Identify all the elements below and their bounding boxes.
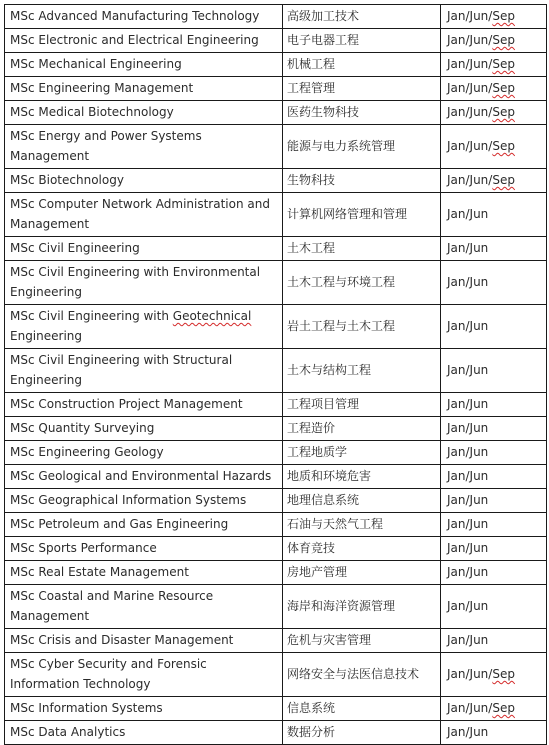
- spellcheck-flagged-word: Geotechnical: [172, 309, 252, 323]
- intake-months: Jan/Jun: [447, 319, 489, 333]
- chinese-name: 岩土工程与土木工程: [287, 319, 396, 333]
- program-name: MSc Geographical Information Systems: [10, 493, 247, 507]
- table-row: [5, 193, 547, 237]
- chinese-name: 电子电器工程: [287, 33, 360, 47]
- intake-months: Jan/Jun: [447, 599, 489, 613]
- table-row: [5, 77, 547, 101]
- intake-months: Jan/Jun: [447, 633, 489, 647]
- intake-months: Jan/Jun/: [447, 701, 493, 715]
- chinese-name-cell: [283, 585, 441, 629]
- chinese-name: 地质和环境危害: [287, 469, 372, 483]
- intake-months: Jan/Jun: [447, 541, 489, 555]
- intake-months: Jan/Jun: [447, 275, 489, 289]
- program-name: MSc Medical Biotechnology: [10, 105, 174, 119]
- intake-months: Jan/Jun: [447, 397, 489, 411]
- intake-cell: [441, 653, 547, 697]
- program-name-cell: [5, 349, 283, 393]
- table-row: [5, 169, 547, 193]
- intake-cell: [441, 537, 547, 561]
- table-row: [5, 513, 547, 537]
- program-name: MSc Electronic and Electrical Engineering: [10, 33, 259, 47]
- program-name: MSc Information Systems: [10, 701, 163, 715]
- intake-months: Jan/Jun/: [447, 105, 493, 119]
- program-name: MSc Construction Project Management: [10, 397, 243, 411]
- table-row: [5, 305, 547, 349]
- table-row: [5, 585, 547, 629]
- chinese-name-cell: [283, 441, 441, 465]
- intake-months: Jan/Jun: [447, 725, 489, 739]
- chinese-name: 体育竞技: [287, 541, 336, 555]
- spellcheck-flagged-word: Sep: [492, 173, 515, 187]
- chinese-name-cell: [283, 697, 441, 721]
- intake-cell: [441, 261, 547, 305]
- chinese-name: 数据分析: [287, 725, 336, 739]
- program-name-cell: [5, 169, 283, 193]
- program-name: MSc Mechanical Engineering: [10, 57, 182, 71]
- intake-months: Jan/Jun: [447, 363, 489, 377]
- table-row: [5, 53, 547, 77]
- table-row: [5, 417, 547, 441]
- chinese-name: 海岸和海洋资源管理: [287, 599, 396, 613]
- program-name: MSc Engineering Geology: [10, 445, 164, 459]
- program-name-cell: [5, 537, 283, 561]
- chinese-name: 工程项目管理: [287, 397, 360, 411]
- spellcheck-flagged-word: Sep: [492, 81, 515, 95]
- program-name: MSc Coastal and Marine Resource Management: [10, 589, 214, 623]
- program-name: MSc Sports Performance: [10, 541, 157, 555]
- intake-cell: [441, 349, 547, 393]
- program-table-body: [5, 5, 547, 745]
- intake-cell: [441, 29, 547, 53]
- program-name: MSc Quantity Surveying: [10, 421, 155, 435]
- intake-months: Jan/Jun: [447, 565, 489, 579]
- chinese-name: 高级加工技术: [287, 9, 360, 23]
- program-name: MSc Engineering Management: [10, 81, 194, 95]
- chinese-name: 生物科技: [287, 173, 336, 187]
- chinese-name-cell: [283, 513, 441, 537]
- intake-cell: [441, 125, 547, 169]
- table-row: [5, 653, 547, 697]
- intake-cell: [441, 489, 547, 513]
- intake-months: Jan/Jun: [447, 493, 489, 507]
- program-name: MSc Data Analytics: [10, 725, 126, 739]
- chinese-name-cell: [283, 489, 441, 513]
- intake-months: Jan/Jun/: [447, 139, 493, 153]
- program-name-cell: [5, 53, 283, 77]
- intake-cell: [441, 441, 547, 465]
- table-row: [5, 697, 547, 721]
- chinese-name: 土木工程与环境工程: [287, 275, 396, 289]
- chinese-name: 网络安全与法医信息技术: [287, 667, 420, 681]
- chinese-name: 地理信息系统: [287, 493, 360, 507]
- chinese-name: 工程管理: [287, 81, 336, 95]
- table-row: [5, 125, 547, 169]
- spellcheck-flagged-word: Sep: [492, 105, 515, 119]
- intake-months: Jan/Jun: [447, 517, 489, 531]
- program-name-cell: [5, 193, 283, 237]
- table-row: [5, 5, 547, 29]
- program-name-cell: [5, 29, 283, 53]
- intake-cell: [441, 561, 547, 585]
- table-row: [5, 393, 547, 417]
- program-name: MSc Computer Network Administration and Management: [10, 197, 270, 231]
- intake-cell: [441, 101, 547, 125]
- intake-cell: [441, 393, 547, 417]
- table-row: [5, 29, 547, 53]
- chinese-name-cell: [283, 561, 441, 585]
- program-name-cell: [5, 237, 283, 261]
- chinese-name: 石油与天然气工程: [287, 517, 384, 531]
- chinese-name-cell: [283, 465, 441, 489]
- program-name-cell: [5, 697, 283, 721]
- table-row: [5, 237, 547, 261]
- table-row: [5, 441, 547, 465]
- spellcheck-flagged-word: Sep: [492, 57, 515, 71]
- intake-months: Jan/Jun: [447, 445, 489, 459]
- program-name-cell: [5, 77, 283, 101]
- intake-cell: [441, 697, 547, 721]
- program-name-cell: [5, 513, 283, 537]
- intake-months: Jan/Jun: [447, 207, 489, 221]
- intake-cell: [441, 305, 547, 349]
- program-name: MSc Biotechnology: [10, 173, 124, 187]
- spellcheck-flagged-word: Sep: [492, 667, 515, 681]
- intake-cell: [441, 417, 547, 441]
- intake-months: Jan/Jun/: [447, 81, 493, 95]
- program-name-cell: [5, 489, 283, 513]
- program-name-part: MSc Civil Engineering with: [10, 309, 173, 323]
- chinese-name: 工程造价: [287, 421, 336, 435]
- program-table-container: [4, 4, 547, 745]
- intake-cell: [441, 237, 547, 261]
- spellcheck-flagged-word: Sep: [492, 139, 515, 153]
- program-name-cell: [5, 305, 283, 349]
- program-name: MSc Civil Engineering: [10, 241, 140, 255]
- chinese-name-cell: [283, 101, 441, 125]
- intake-cell: [441, 585, 547, 629]
- chinese-name-cell: [283, 417, 441, 441]
- table-row: [5, 721, 547, 745]
- chinese-name-cell: [283, 393, 441, 417]
- program-name-part: Engineering: [10, 329, 82, 343]
- intake-cell: [441, 77, 547, 101]
- chinese-name: 信息系统: [287, 701, 336, 715]
- intake-cell: [441, 721, 547, 745]
- chinese-name-cell: [283, 629, 441, 653]
- program-name-cell: [5, 441, 283, 465]
- program-name-cell: [5, 261, 283, 305]
- intake-months: Jan/Jun: [447, 469, 489, 483]
- program-name-cell: [5, 629, 283, 653]
- intake-months: Jan/Jun/: [447, 57, 493, 71]
- chinese-name: 计算机网络管理和管理: [287, 207, 408, 221]
- table-row: [5, 465, 547, 489]
- program-name-cell: [5, 101, 283, 125]
- intake-cell: [441, 193, 547, 237]
- chinese-name: 土木与结构工程: [287, 363, 372, 377]
- intake-months: Jan/Jun: [447, 241, 489, 255]
- table-row: [5, 489, 547, 513]
- intake-cell: [441, 5, 547, 29]
- table-row: [5, 101, 547, 125]
- intake-cell: [441, 513, 547, 537]
- spellcheck-flagged-word: Sep: [492, 9, 515, 23]
- chinese-name-cell: [283, 721, 441, 745]
- intake-cell: [441, 629, 547, 653]
- intake-cell: [441, 53, 547, 77]
- program-name-cell: [5, 417, 283, 441]
- intake-cell: [441, 169, 547, 193]
- program-name-cell: [5, 653, 283, 697]
- table-row: [5, 349, 547, 393]
- chinese-name: 机械工程: [287, 57, 336, 71]
- program-name-cell: [5, 721, 283, 745]
- program-name-cell: [5, 393, 283, 417]
- spellcheck-flagged-word: Sep: [492, 701, 515, 715]
- program-name-cell: [5, 5, 283, 29]
- spellcheck-flagged-word: Sep: [492, 33, 515, 47]
- program-table: [4, 4, 547, 745]
- chinese-name-cell: [283, 5, 441, 29]
- program-name: MSc Civil Engineering with Environmental Engineering: [10, 265, 261, 299]
- table-row: [5, 537, 547, 561]
- program-name-cell: [5, 585, 283, 629]
- chinese-name: 医药生物科技: [287, 105, 360, 119]
- program-name: MSc Cyber Security and Forensic Information Technology: [10, 657, 207, 691]
- program-name: MSc Petroleum and Gas Engineering: [10, 517, 229, 531]
- chinese-name-cell: [283, 237, 441, 261]
- program-name-cell: [5, 125, 283, 169]
- table-row: [5, 561, 547, 585]
- program-name: MSc Crisis and Disaster Management: [10, 633, 234, 647]
- program-name-cell: [5, 465, 283, 489]
- chinese-name-cell: [283, 29, 441, 53]
- program-name: MSc Geological and Environmental Hazards: [10, 469, 272, 483]
- chinese-name-cell: [283, 77, 441, 101]
- chinese-name: 能源与电力系统管理: [287, 139, 396, 153]
- chinese-name-cell: [283, 261, 441, 305]
- chinese-name-cell: [283, 349, 441, 393]
- program-name: MSc Advanced Manufacturing Technology: [10, 9, 260, 23]
- chinese-name-cell: [283, 653, 441, 697]
- intake-cell: [441, 465, 547, 489]
- chinese-name: 工程地质学: [287, 445, 348, 459]
- chinese-name-cell: [283, 169, 441, 193]
- program-name: MSc Real Estate Management: [10, 565, 189, 579]
- chinese-name: 土木工程: [287, 241, 336, 255]
- program-name: MSc Civil Engineering with Structural Engineering: [10, 353, 233, 387]
- program-name: MSc Energy and Power Systems Management: [10, 129, 202, 163]
- table-row: [5, 629, 547, 653]
- program-name-cell: [5, 561, 283, 585]
- chinese-name-cell: [283, 53, 441, 77]
- chinese-name-cell: [283, 125, 441, 169]
- chinese-name-cell: [283, 537, 441, 561]
- chinese-name: 危机与灾害管理: [287, 633, 372, 647]
- table-row: [5, 261, 547, 305]
- intake-months: Jan/Jun: [447, 421, 489, 435]
- chinese-name: 房地产管理: [287, 565, 348, 579]
- intake-months: Jan/Jun/: [447, 9, 493, 23]
- chinese-name-cell: [283, 305, 441, 349]
- intake-months: Jan/Jun/: [447, 667, 493, 681]
- intake-months: Jan/Jun/: [447, 173, 493, 187]
- chinese-name-cell: [283, 193, 441, 237]
- intake-months: Jan/Jun/: [447, 33, 493, 47]
